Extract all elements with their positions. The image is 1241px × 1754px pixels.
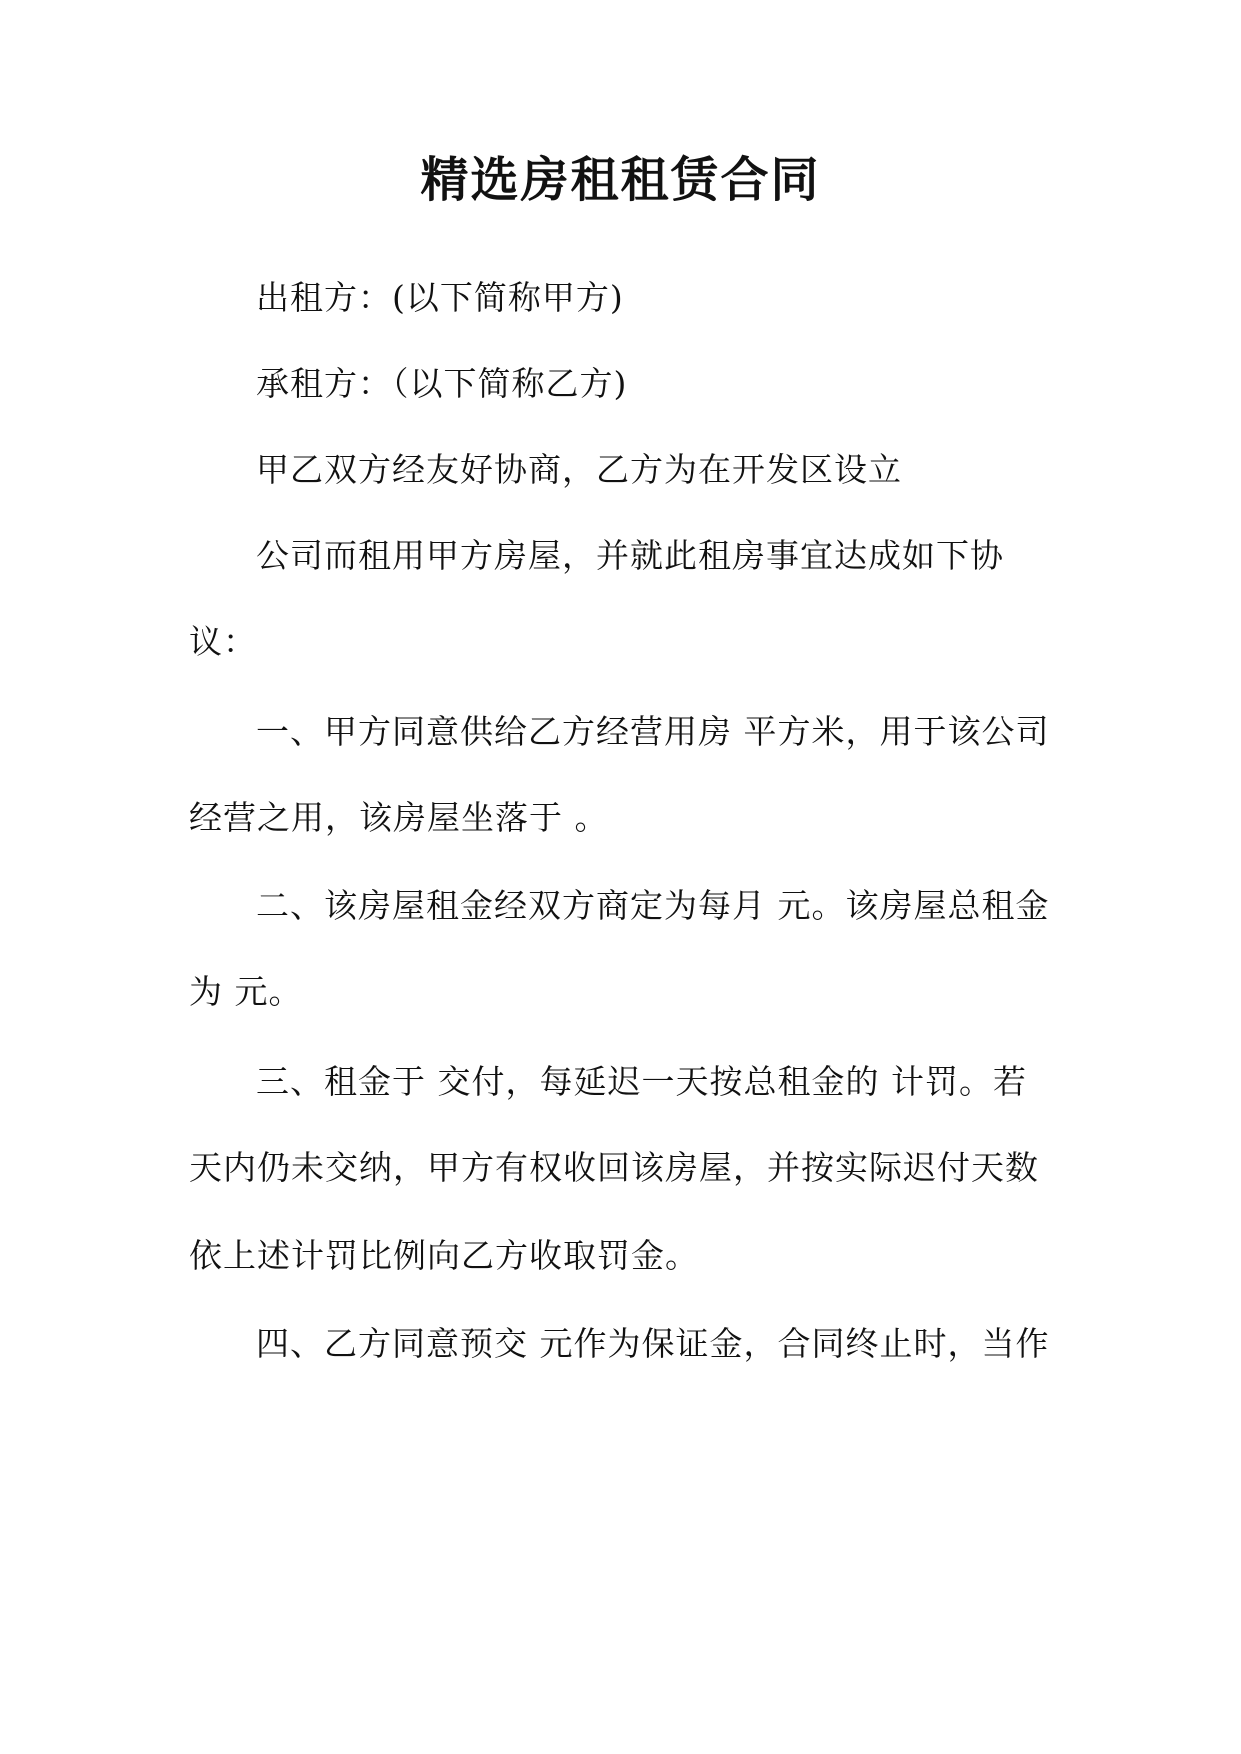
clause-1-line-2: 经营之用，该房屋坐落于 。 <box>189 798 609 837</box>
clause-3-line-1: 三、租金于 交付，每延迟一天按总租金的 计罚。若 <box>256 1062 1027 1101</box>
clause-3-line-3: 依上述计罚比例向乙方收取罚金。 <box>189 1236 699 1275</box>
clause-2-line-2: 为 元。 <box>189 972 303 1011</box>
clause-1-line-1: 一、甲方同意供给乙方经营用房 平方米，用于该公司 <box>256 712 1050 751</box>
preamble-line-1: 甲乙双方经友好协商，乙方为在开发区设立 <box>256 450 902 489</box>
lessor-line: 出租方：(以下简称甲方) <box>256 278 624 317</box>
clause-3-line-2: 天内仍未交纳，甲方有权收回该房屋，并按实际迟付天数 <box>189 1148 1039 1187</box>
document-title: 精选房租租赁合同 <box>420 152 821 208</box>
preamble-line-2: 公司而租用甲方房屋，并就此租房事宜达成如下协 <box>256 536 1004 575</box>
clause-4-line-1: 四、乙方同意预交 元作为保证金，合同终止时，当作 <box>256 1324 1050 1363</box>
lessee-line: 承租方：（以下简称乙方) <box>256 364 628 403</box>
clause-2-line-1: 二、该房屋租金经双方商定为每月 元。该房屋总租金 <box>256 886 1050 925</box>
preamble-line-3: 议： <box>189 622 257 661</box>
